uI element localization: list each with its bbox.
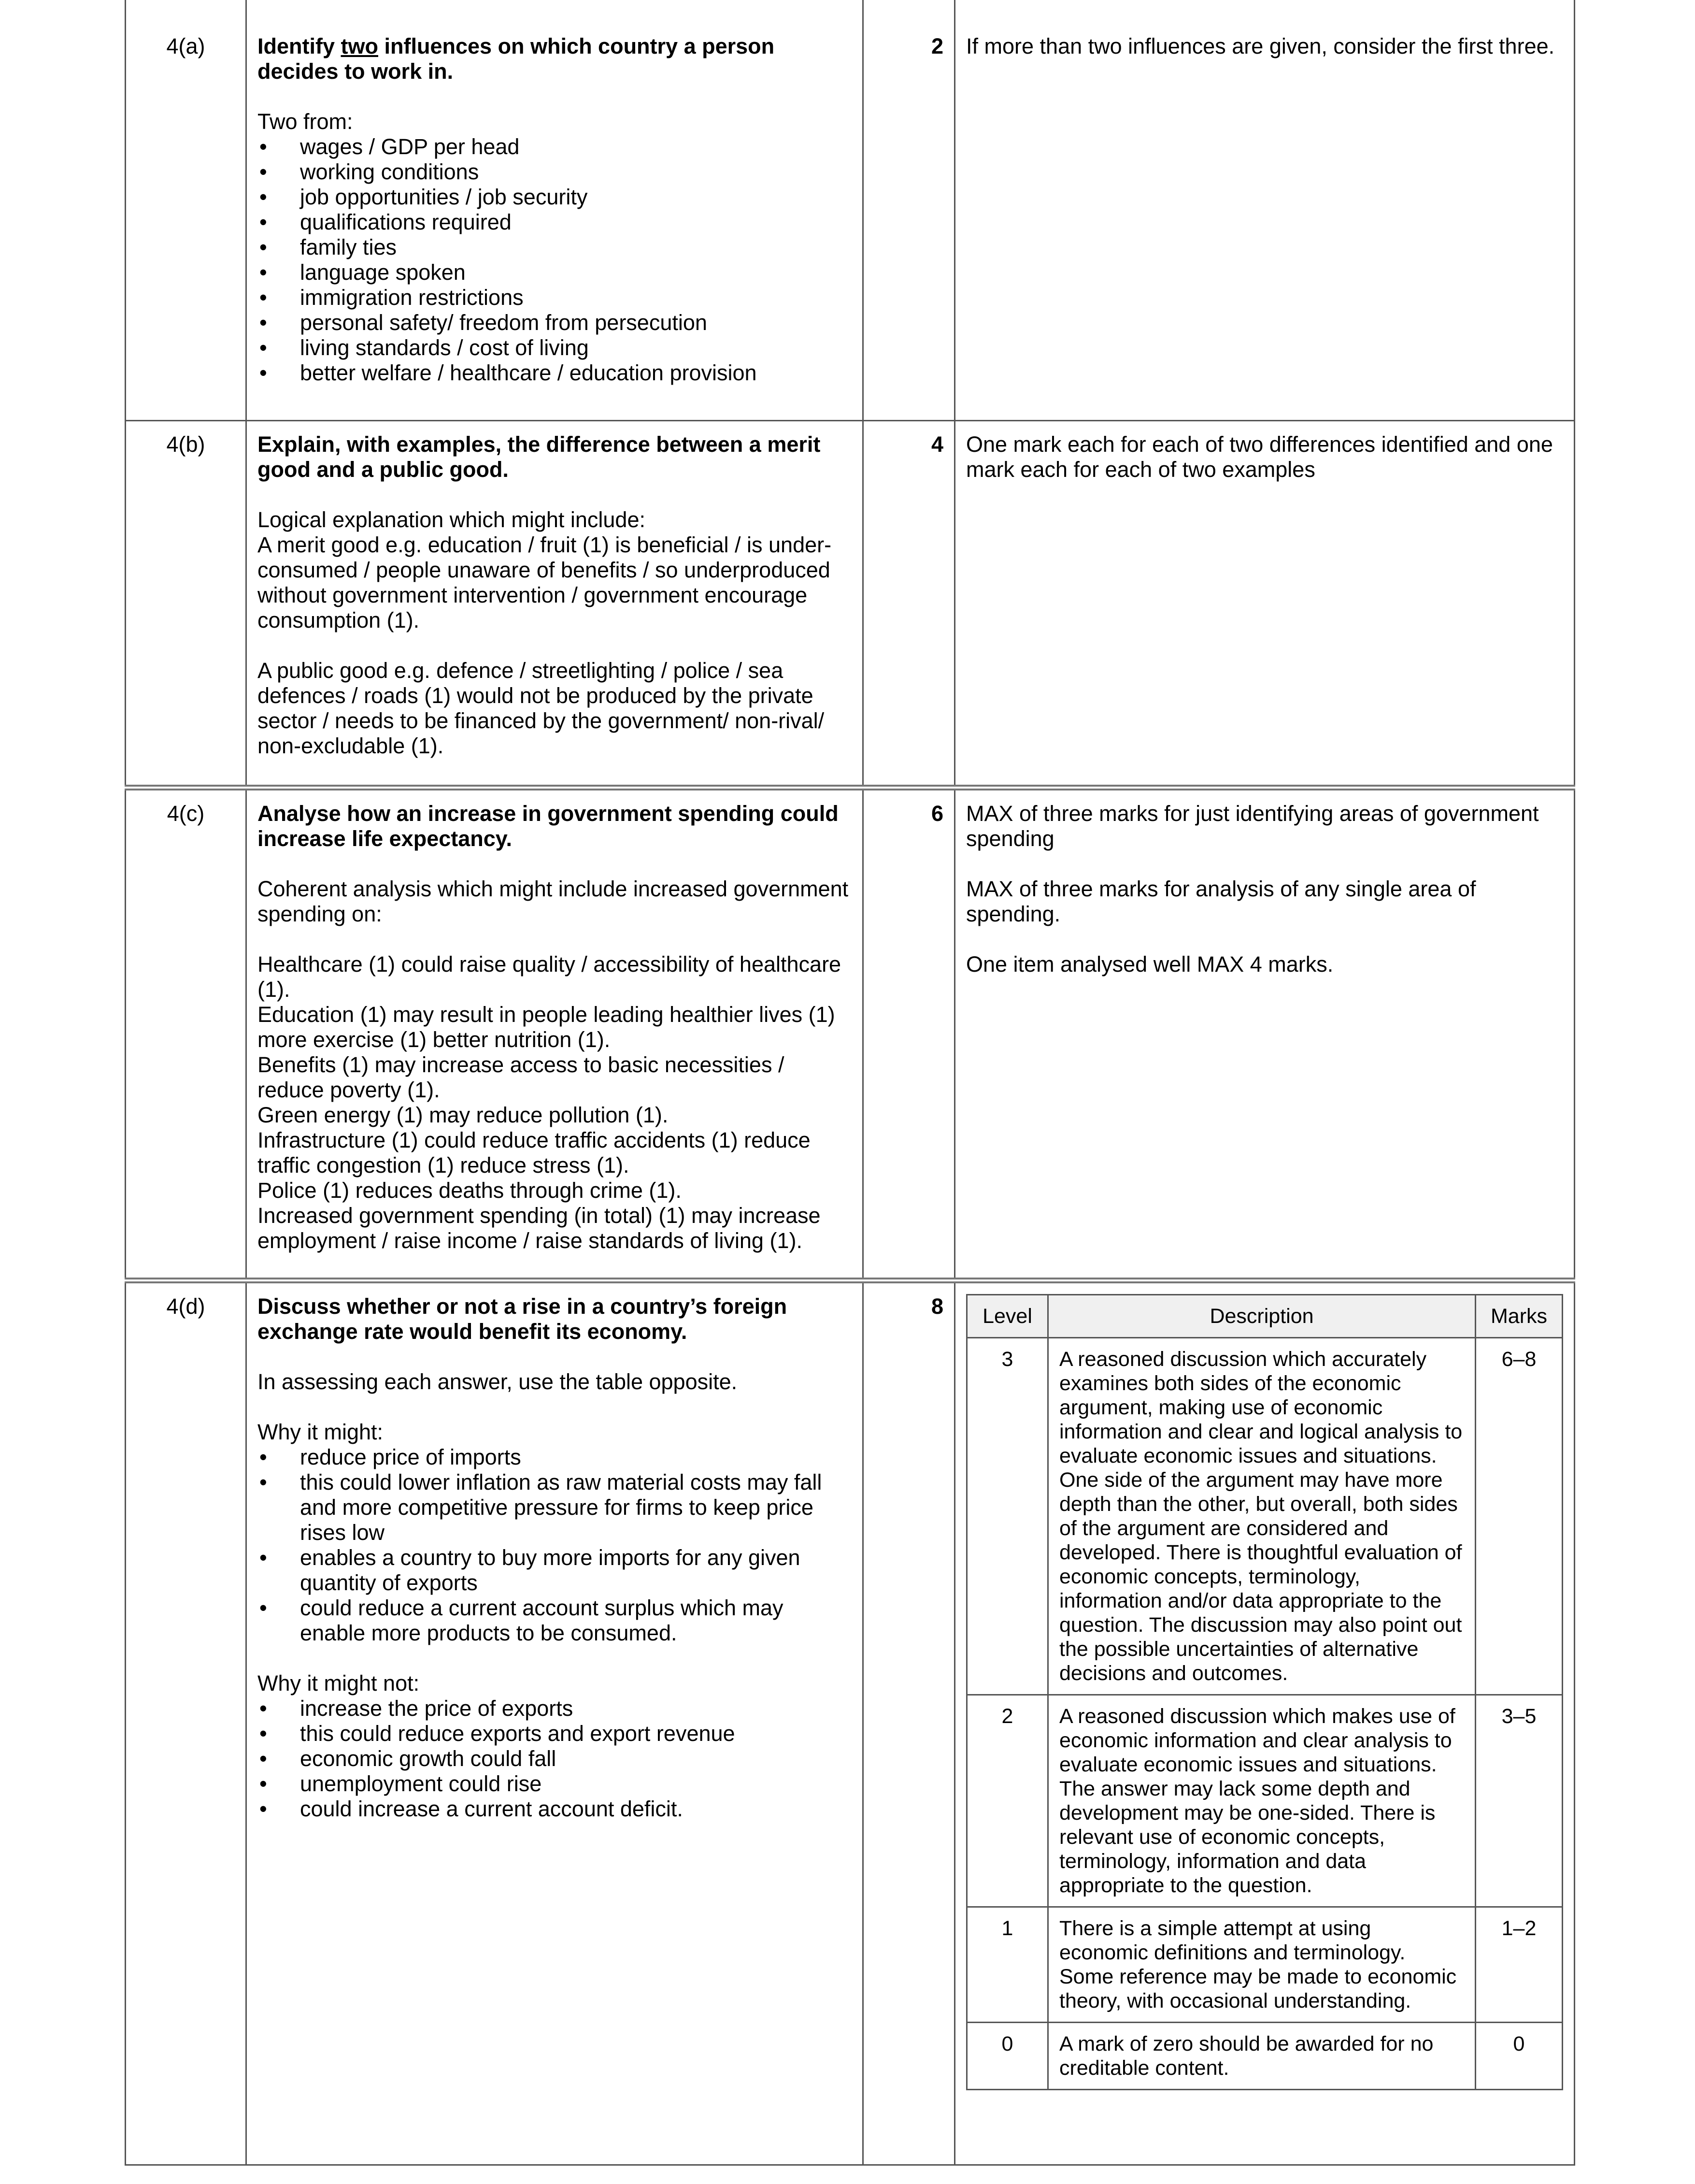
level-marks: 3–5	[1476, 1695, 1563, 1907]
level-number: 0	[967, 2023, 1048, 2090]
question-row-4d	[126, 1280, 1575, 2165]
question-number: 4(b)	[126, 420, 246, 788]
answer-bullet: • family ties	[257, 235, 852, 260]
levels-table	[966, 1294, 1563, 2090]
level-number: 1	[967, 1907, 1048, 2023]
answer-paragraph: Logical explanation which might include: A merit good e.g. education / fruit (1) is beneficial / is under-consumed / people unaware of benefits / so underproduced without government intervention / government encourage consumption (1).	[257, 507, 832, 632]
answer-bullet: • this could reduce exports and export revenue	[257, 1721, 852, 1746]
guidance-cell: One mark each for each of two differences identified and one mark each for each of two examples	[955, 420, 1575, 788]
answer-bullet: • language spoken	[257, 260, 852, 285]
level-marks: 6–8	[1476, 1338, 1563, 1695]
level-description: A mark of zero should be awarded for no creditable content.	[1048, 2023, 1476, 2090]
level-description: There is a simple attempt at using economic definitions and terminology. Some reference may be made to economic theory, with occasional understanding.	[1048, 1907, 1476, 2023]
question-number: 4(a)	[126, 0, 246, 420]
question-row-4c	[126, 788, 1575, 1280]
mark-scheme-page	[125, 0, 1574, 2166]
answer-cell	[246, 788, 863, 1280]
levels-header-level: Level	[967, 1295, 1048, 1338]
answer-bullet: • could reduce a current account surplus which may enable more products to be consumed.	[257, 1595, 852, 1646]
answer-cell	[246, 420, 863, 788]
answer-paragraph: Healthcare (1) could raise quality / accessibility of healthcare (1). Education (1) may result in people leading healthier lives (1) more exercise (1) better nutrition (1). Benefits (1) may increase access to basic necessities / reduce poverty (1). Green energy (1) may reduce pollution (1). Infrastructure (1) could reduce traffic accidents (1) reduce traffic congestion (1) reduce stress (1). Police (1) reduces deaths through crime (1). Increased government spending (in total) (1) may increase employment / raise income / raise standards of living (1).	[257, 952, 841, 1253]
question-number: 4(d)	[126, 1280, 246, 2165]
answer-bullet: • better welfare / healthcare / education provision	[257, 360, 852, 386]
answer-bullet: • job opportunities / job security	[257, 185, 852, 210]
answer-bullet: • immigration restrictions	[257, 285, 852, 310]
guidance-paragraph: MAX of three marks for just identifying areas of government spending	[966, 801, 1539, 851]
answer-bullet: • wages / GDP per head	[257, 134, 852, 159]
answer-paragraph: Coherent analysis which might include increased government spending on:	[257, 876, 849, 926]
answer-bullet: • reduce price of imports	[257, 1445, 852, 1470]
question-number: 4(c)	[126, 788, 246, 1280]
might-not-bullet-list	[257, 1696, 852, 1822]
marks-value: 6	[863, 788, 955, 1280]
answer-cell	[246, 1280, 863, 2165]
might-bullet-list	[257, 1445, 852, 1646]
level-number: 3	[967, 1338, 1048, 1695]
levels-header-marks: Marks	[1476, 1295, 1563, 1338]
marks-value: 8	[863, 1280, 955, 2165]
answer-bullet: • could increase a current account deficit.	[257, 1796, 852, 1822]
answer-bullet: • living standards / cost of living	[257, 335, 852, 360]
answer-cell	[246, 0, 863, 420]
level-row	[967, 1338, 1563, 1695]
marks-value: 4	[863, 420, 955, 788]
level-number: 2	[967, 1695, 1048, 1907]
might-not-heading: Why it might not:	[257, 1671, 420, 1695]
level-description: A reasoned discussion which accurately examines both sides of the economic argument, making use of economic information and clear and logical analysis to evaluate economic issues and situations. One side of the argument may have more depth than the other, but overall, both sides of the argument are considered and developed. There is thoughtful evaluation of economic concepts, terminology, information and/or data appropriate to the question. The discussion may also point out the possible uncertainties of alternative decisions and outcomes.	[1048, 1338, 1476, 1695]
levels-header-description: Description	[1048, 1295, 1476, 1338]
level-marks: 0	[1476, 2023, 1563, 2090]
question-text	[257, 34, 852, 84]
marks-value: 2	[863, 0, 955, 420]
answer-bullet: • qualifications required	[257, 210, 852, 235]
answer-bullet: • increase the price of exports	[257, 1696, 852, 1721]
level-row	[967, 1907, 1563, 2023]
answer-lead: Two from:	[257, 109, 353, 134]
question-row-4a	[126, 0, 1575, 420]
question-text: Discuss whether or not a rise in a country’s foreign exchange rate would benefit its economy.	[257, 1294, 787, 1344]
question-text: Analyse how an increase in government spending could increase life expectancy.	[257, 801, 839, 851]
answer-bullet: • unemployment could rise	[257, 1771, 852, 1796]
mark-scheme-table	[125, 0, 1575, 2166]
answer-bullet: • economic growth could fall	[257, 1746, 852, 1771]
levels-header-row	[967, 1295, 1563, 1338]
guidance-paragraph: MAX of three marks for analysis of any single area of spending.	[966, 876, 1476, 926]
question-row-4b	[126, 420, 1575, 788]
answer-bullet: • personal safety/ freedom from persecution	[257, 310, 852, 335]
level-row	[967, 1695, 1563, 1907]
question-text-end: influences on which country a person decides to work in.	[257, 34, 775, 84]
answer-intro: In assessing each answer, use the table opposite.	[257, 1369, 738, 1394]
guidance-cell: If more than two influences are given, consider the first three.	[955, 0, 1575, 420]
question-text: Explain, with examples, the difference between a merit good and a public good.	[257, 431, 821, 482]
guidance-cell	[955, 1280, 1575, 2165]
guidance-paragraph: One item analysed well MAX 4 marks.	[966, 952, 1334, 977]
answer-bullet: • enables a country to buy more imports for any given quantity of exports	[257, 1545, 852, 1595]
question-text-underlined: two	[341, 34, 378, 58]
answer-paragraph: A public good e.g. defence / streetlighting / police / sea defences / roads (1) would not be produced by the private sector / needs to be financed by the government/ non-rival/ non-excludable (1).	[257, 658, 825, 758]
answer-bullet: • this could lower inflation as raw material costs may fall and more competitive pressure for firms to keep price rises low	[257, 1470, 852, 1545]
answer-bullet-list	[257, 134, 852, 386]
answer-bullet: • working conditions	[257, 159, 852, 185]
question-text-start: Identify	[257, 34, 341, 58]
level-description: A reasoned discussion which makes use of economic information and clear analysis to evaluate economic issues and situations. The answer may lack some depth and development may be one-sided. There is relevant use of economic concepts, terminology, information and data appropriate to the question.	[1048, 1695, 1476, 1907]
level-marks: 1–2	[1476, 1907, 1563, 2023]
level-row	[967, 2023, 1563, 2090]
might-heading: Why it might:	[257, 1420, 384, 1444]
guidance-cell	[955, 788, 1575, 1280]
